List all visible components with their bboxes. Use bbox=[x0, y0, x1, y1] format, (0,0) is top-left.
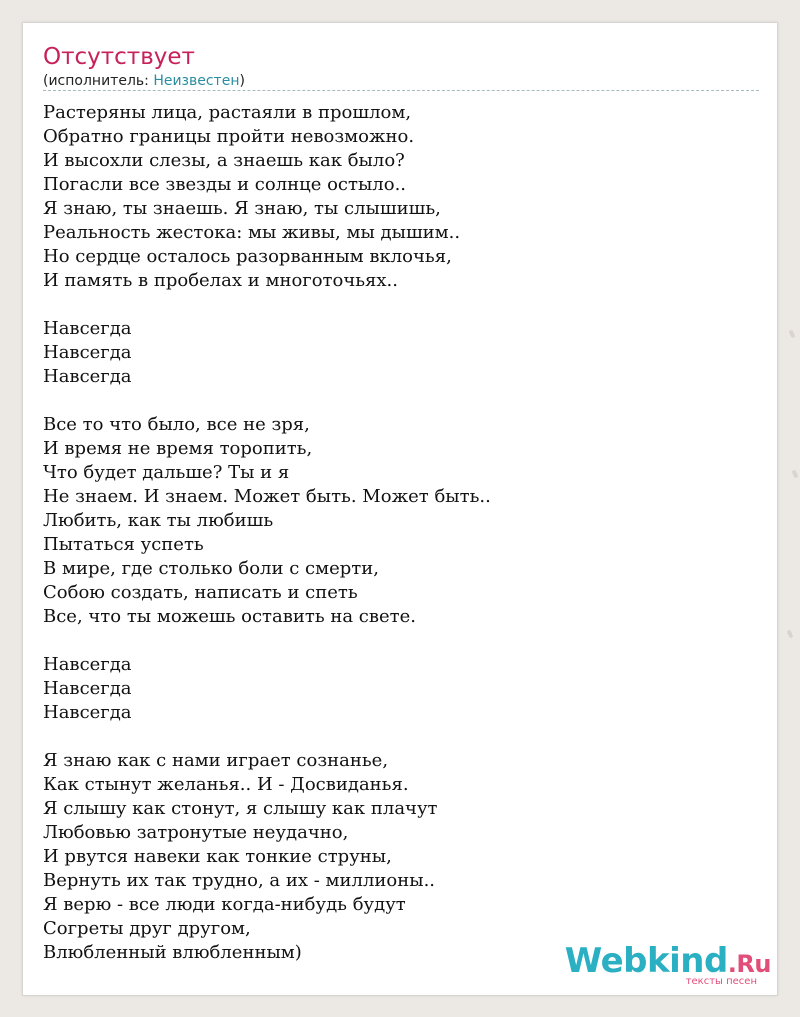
site-logo[interactable] bbox=[564, 941, 771, 987]
background-mark bbox=[786, 630, 793, 639]
logo-dot: . bbox=[727, 950, 737, 978]
lyrics-line: Реальность жестока: мы живы, мы дышим.. bbox=[43, 222, 461, 243]
artist-line bbox=[43, 72, 245, 90]
logo-tld: Ru bbox=[736, 950, 771, 978]
lyrics-line: Навсегда bbox=[43, 318, 132, 339]
lyrics-line: Но сердце осталось разорванным вклочья, bbox=[43, 246, 452, 267]
song-title: Отсутствует bbox=[43, 44, 195, 70]
lyrics-line: Я знаю, ты знаешь. Я знаю, ты слышишь, bbox=[43, 198, 441, 219]
lyrics-line: Навсегда bbox=[43, 342, 132, 363]
lyrics-line: Все, что ты можешь оставить на свете. bbox=[43, 606, 416, 627]
lyrics-line: В мире, где столько боли с смерти, bbox=[43, 558, 379, 579]
background-mark bbox=[791, 470, 798, 479]
artist-suffix: ) bbox=[239, 73, 245, 89]
lyrics-line: Погасли все звезды и солнце остыло.. bbox=[43, 174, 407, 195]
lyrics-stanza bbox=[43, 413, 759, 629]
lyrics-line: Собою создать, написать и спеть bbox=[43, 582, 358, 603]
artist-link[interactable]: Неизвестен bbox=[153, 73, 240, 89]
lyrics-stanza bbox=[43, 749, 759, 965]
lyrics-line: Я верю - все люди когда-нибудь будут bbox=[43, 894, 406, 915]
logo-tagline: тексты песен bbox=[685, 976, 757, 987]
lyrics-stanza bbox=[43, 653, 759, 725]
lyrics-line: Пытаться успеть bbox=[43, 534, 204, 555]
lyrics-stanza bbox=[43, 101, 759, 293]
lyrics-line: Растеряны лица, растаяли в прошлом, bbox=[43, 102, 412, 123]
lyrics-line: Обратно границы пройти невозможно. bbox=[43, 126, 415, 147]
lyrics-line: И рвутся навеки как тонкие струны, bbox=[43, 846, 392, 867]
lyrics-line: Навсегда bbox=[43, 654, 132, 675]
lyrics-line: Согреты друг другом, bbox=[43, 918, 251, 939]
lyrics-line: Как стынут желанья.. И - Досвиданья. bbox=[43, 774, 409, 795]
lyrics-line: Влюбленный влюбленным) bbox=[43, 942, 302, 963]
logo-word: Webkind bbox=[564, 941, 728, 981]
lyrics-line: Я знаю как с нами играет сознанье, bbox=[43, 750, 389, 771]
lyrics-line: И время не время торопить, bbox=[43, 438, 313, 459]
lyrics-line: Навсегда bbox=[43, 702, 132, 723]
lyrics-stanza bbox=[43, 317, 759, 389]
title-divider bbox=[43, 90, 759, 91]
lyrics-line: Все то что было, все не зря, bbox=[43, 414, 310, 435]
lyrics-line: Навсегда bbox=[43, 366, 132, 387]
lyrics-line: Навсегда bbox=[43, 678, 132, 699]
lyrics-line: Что будет дальше? Ты и я bbox=[43, 462, 290, 483]
lyrics-line: И память в пробелах и многоточьях.. bbox=[43, 270, 398, 291]
lyrics-body bbox=[43, 101, 759, 989]
lyrics-card bbox=[22, 22, 778, 996]
lyrics-line: Любовью затронутые неудачно, bbox=[43, 822, 349, 843]
lyrics-line: И высохли слезы, а знаешь как было? bbox=[43, 150, 405, 171]
lyrics-line: Не знаем. И знаем. Может быть. Может быть.. bbox=[43, 486, 491, 507]
lyrics-line: Я слышу как стонут, я слышу как плачут bbox=[43, 798, 438, 819]
artist-prefix: (исполнитель: bbox=[43, 73, 154, 89]
lyrics-line: Любить, как ты любишь bbox=[43, 510, 274, 531]
lyrics-line: Вернуть их так трудно, а их - миллионы.. bbox=[43, 870, 436, 891]
background-mark bbox=[788, 330, 795, 339]
